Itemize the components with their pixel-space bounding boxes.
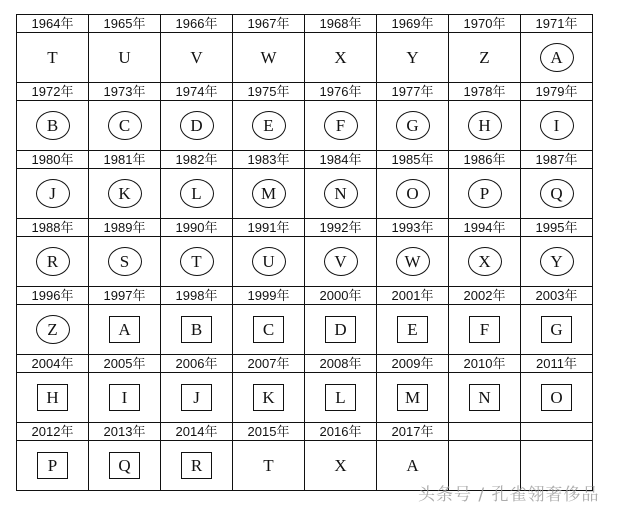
year-cell: 1986年 <box>449 151 521 169</box>
letter-cell <box>89 441 161 491</box>
year-cell: 1985年 <box>377 151 449 169</box>
circled-letter: I <box>540 111 574 140</box>
boxed-letter: N <box>469 384 500 411</box>
boxed-letter: A <box>109 316 140 343</box>
letter-cell <box>17 305 89 355</box>
year-cell <box>521 423 593 441</box>
year-row <box>17 151 593 169</box>
year-cell: 1999年 <box>233 287 305 305</box>
letter-cell <box>521 373 593 423</box>
letter: A <box>406 455 419 475</box>
letter-row <box>17 237 593 287</box>
year-cell: 1984年 <box>305 151 377 169</box>
letter-cell <box>233 33 305 83</box>
year-cell: 1981年 <box>89 151 161 169</box>
circled-letter: K <box>108 179 142 208</box>
year-cell: 1995年 <box>521 219 593 237</box>
letter: T <box>263 455 274 475</box>
boxed-letter: F <box>469 316 500 343</box>
year-cell <box>449 423 521 441</box>
year-cell: 1971年 <box>521 15 593 33</box>
letter-cell <box>17 441 89 491</box>
year-cell: 2008年 <box>305 355 377 373</box>
year-cell: 1965年 <box>89 15 161 33</box>
year-cell: 2004年 <box>17 355 89 373</box>
year-cell: 1978年 <box>449 83 521 101</box>
year-cell: 1989年 <box>89 219 161 237</box>
circled-letter: A <box>540 43 574 72</box>
letter-row <box>17 101 593 151</box>
letter-cell <box>161 305 233 355</box>
year-cell: 1992年 <box>305 219 377 237</box>
letter-cell <box>89 101 161 151</box>
year-row <box>17 219 593 237</box>
letter: U <box>118 47 131 67</box>
boxed-letter: M <box>397 384 428 411</box>
letter-row <box>17 169 593 219</box>
year-cell: 1964年 <box>17 15 89 33</box>
letter-cell <box>449 33 521 83</box>
boxed-letter: Q <box>109 452 140 479</box>
year-cell: 2005年 <box>89 355 161 373</box>
year-cell: 1988年 <box>17 219 89 237</box>
year-cell: 1993年 <box>377 219 449 237</box>
boxed-letter: P <box>37 452 68 479</box>
letter: W <box>260 47 277 67</box>
year-cell: 1990年 <box>161 219 233 237</box>
year-cell: 2009年 <box>377 355 449 373</box>
letter-cell <box>17 33 89 83</box>
letter-cell <box>449 237 521 287</box>
year-cell: 1980年 <box>17 151 89 169</box>
year-cell: 1975年 <box>233 83 305 101</box>
letter-cell <box>17 169 89 219</box>
letter-cell <box>89 169 161 219</box>
letter-cell <box>449 373 521 423</box>
boxed-letter: J <box>181 384 212 411</box>
letter-cell <box>449 169 521 219</box>
year-cell: 1972年 <box>17 83 89 101</box>
letter-cell <box>89 373 161 423</box>
letter-cell <box>17 237 89 287</box>
letter: X <box>334 455 347 475</box>
year-cell: 2017年 <box>377 423 449 441</box>
circled-letter: F <box>324 111 358 140</box>
year-cell: 1968年 <box>305 15 377 33</box>
circled-letter: B <box>36 111 70 140</box>
circled-letter: O <box>396 179 430 208</box>
year-cell: 2016年 <box>305 423 377 441</box>
letter-cell <box>161 373 233 423</box>
letter-cell <box>305 101 377 151</box>
year-cell: 2007年 <box>233 355 305 373</box>
year-cell: 2000年 <box>305 287 377 305</box>
boxed-letter: K <box>253 384 284 411</box>
year-cell: 1987年 <box>521 151 593 169</box>
circled-letter: S <box>108 247 142 276</box>
year-cell: 2011年 <box>521 355 593 373</box>
boxed-letter: E <box>397 316 428 343</box>
boxed-letter: O <box>541 384 572 411</box>
letter-cell <box>17 101 89 151</box>
year-cell: 1973年 <box>89 83 161 101</box>
year-cell: 2014年 <box>161 423 233 441</box>
letter-cell <box>521 305 593 355</box>
letter-cell <box>305 237 377 287</box>
letter-cell <box>233 169 305 219</box>
letter: V <box>190 47 203 67</box>
letter-cell <box>161 237 233 287</box>
letter-row <box>17 33 593 83</box>
year-cell: 2010年 <box>449 355 521 373</box>
year-cell: 1977年 <box>377 83 449 101</box>
year-cell: 1967年 <box>233 15 305 33</box>
boxed-letter: B <box>181 316 212 343</box>
circled-letter: N <box>324 179 358 208</box>
year-cell: 1966年 <box>161 15 233 33</box>
letter-cell <box>17 373 89 423</box>
circled-letter: C <box>108 111 142 140</box>
letter-cell <box>89 305 161 355</box>
circled-letter: Y <box>540 247 574 276</box>
letter: Z <box>479 47 490 67</box>
watermark: 头条号 / 孔雀翎奢侈品 <box>418 485 600 505</box>
letter-cell <box>377 33 449 83</box>
year-cell: 1983年 <box>233 151 305 169</box>
circled-letter: M <box>252 179 286 208</box>
letter-cell <box>521 33 593 83</box>
year-cell: 1979年 <box>521 83 593 101</box>
year-cell: 2003年 <box>521 287 593 305</box>
letter-cell <box>161 169 233 219</box>
year-row <box>17 355 593 373</box>
year-row <box>17 15 593 33</box>
letter-cell <box>89 237 161 287</box>
circled-letter: Z <box>36 315 70 344</box>
letter-cell <box>521 101 593 151</box>
year-cell: 1982年 <box>161 151 233 169</box>
boxed-letter: C <box>253 316 284 343</box>
boxed-letter: L <box>325 384 356 411</box>
year-cell: 2002年 <box>449 287 521 305</box>
year-cell: 1969年 <box>377 15 449 33</box>
circled-letter: W <box>396 247 430 276</box>
letter-row <box>17 305 593 355</box>
circled-letter: V <box>324 247 358 276</box>
circled-letter: L <box>180 179 214 208</box>
letter-cell <box>449 101 521 151</box>
letter-cell <box>305 305 377 355</box>
circled-letter: P <box>468 179 502 208</box>
year-cell: 1994年 <box>449 219 521 237</box>
boxed-letter: G <box>541 316 572 343</box>
letter-row <box>17 373 593 423</box>
year-cell: 2001年 <box>377 287 449 305</box>
letter-cell <box>233 373 305 423</box>
circled-letter: U <box>252 247 286 276</box>
letter-cell <box>233 101 305 151</box>
letter-cell <box>89 33 161 83</box>
year-letter-table <box>16 14 593 491</box>
year-cell: 1998年 <box>161 287 233 305</box>
year-row <box>17 423 593 441</box>
letter-cell <box>377 237 449 287</box>
circled-letter: R <box>36 247 70 276</box>
year-cell: 1970年 <box>449 15 521 33</box>
letter-cell <box>305 441 377 491</box>
circled-letter: H <box>468 111 502 140</box>
circled-letter: T <box>180 247 214 276</box>
boxed-letter: R <box>181 452 212 479</box>
letter-cell <box>377 101 449 151</box>
letter-cell <box>233 237 305 287</box>
letter: X <box>334 47 347 67</box>
letter-cell <box>305 169 377 219</box>
letter: Y <box>406 47 419 67</box>
year-cell: 2006年 <box>161 355 233 373</box>
year-row <box>17 287 593 305</box>
letter-cell <box>161 101 233 151</box>
letter-cell <box>521 237 593 287</box>
letter-cell <box>305 373 377 423</box>
circled-letter: G <box>396 111 430 140</box>
letter: T <box>47 47 58 67</box>
year-cell: 1996年 <box>17 287 89 305</box>
letter-cell <box>233 305 305 355</box>
year-cell: 2013年 <box>89 423 161 441</box>
letter-cell <box>161 441 233 491</box>
year-row <box>17 83 593 101</box>
letter-cell <box>377 373 449 423</box>
letter-cell <box>521 169 593 219</box>
circled-letter: E <box>252 111 286 140</box>
letter-cell <box>449 305 521 355</box>
year-cell: 1974年 <box>161 83 233 101</box>
year-cell: 1976年 <box>305 83 377 101</box>
circled-letter: X <box>468 247 502 276</box>
boxed-letter: H <box>37 384 68 411</box>
boxed-letter: I <box>109 384 140 411</box>
year-cell: 2012年 <box>17 423 89 441</box>
letter-cell <box>305 33 377 83</box>
boxed-letter: D <box>325 316 356 343</box>
year-cell: 2015年 <box>233 423 305 441</box>
year-cell: 1991年 <box>233 219 305 237</box>
letter-cell <box>377 169 449 219</box>
letter-cell <box>377 305 449 355</box>
letter-cell <box>161 33 233 83</box>
letter-cell <box>233 441 305 491</box>
circled-letter: D <box>180 111 214 140</box>
year-cell: 1997年 <box>89 287 161 305</box>
circled-letter: J <box>36 179 70 208</box>
circled-letter: Q <box>540 179 574 208</box>
